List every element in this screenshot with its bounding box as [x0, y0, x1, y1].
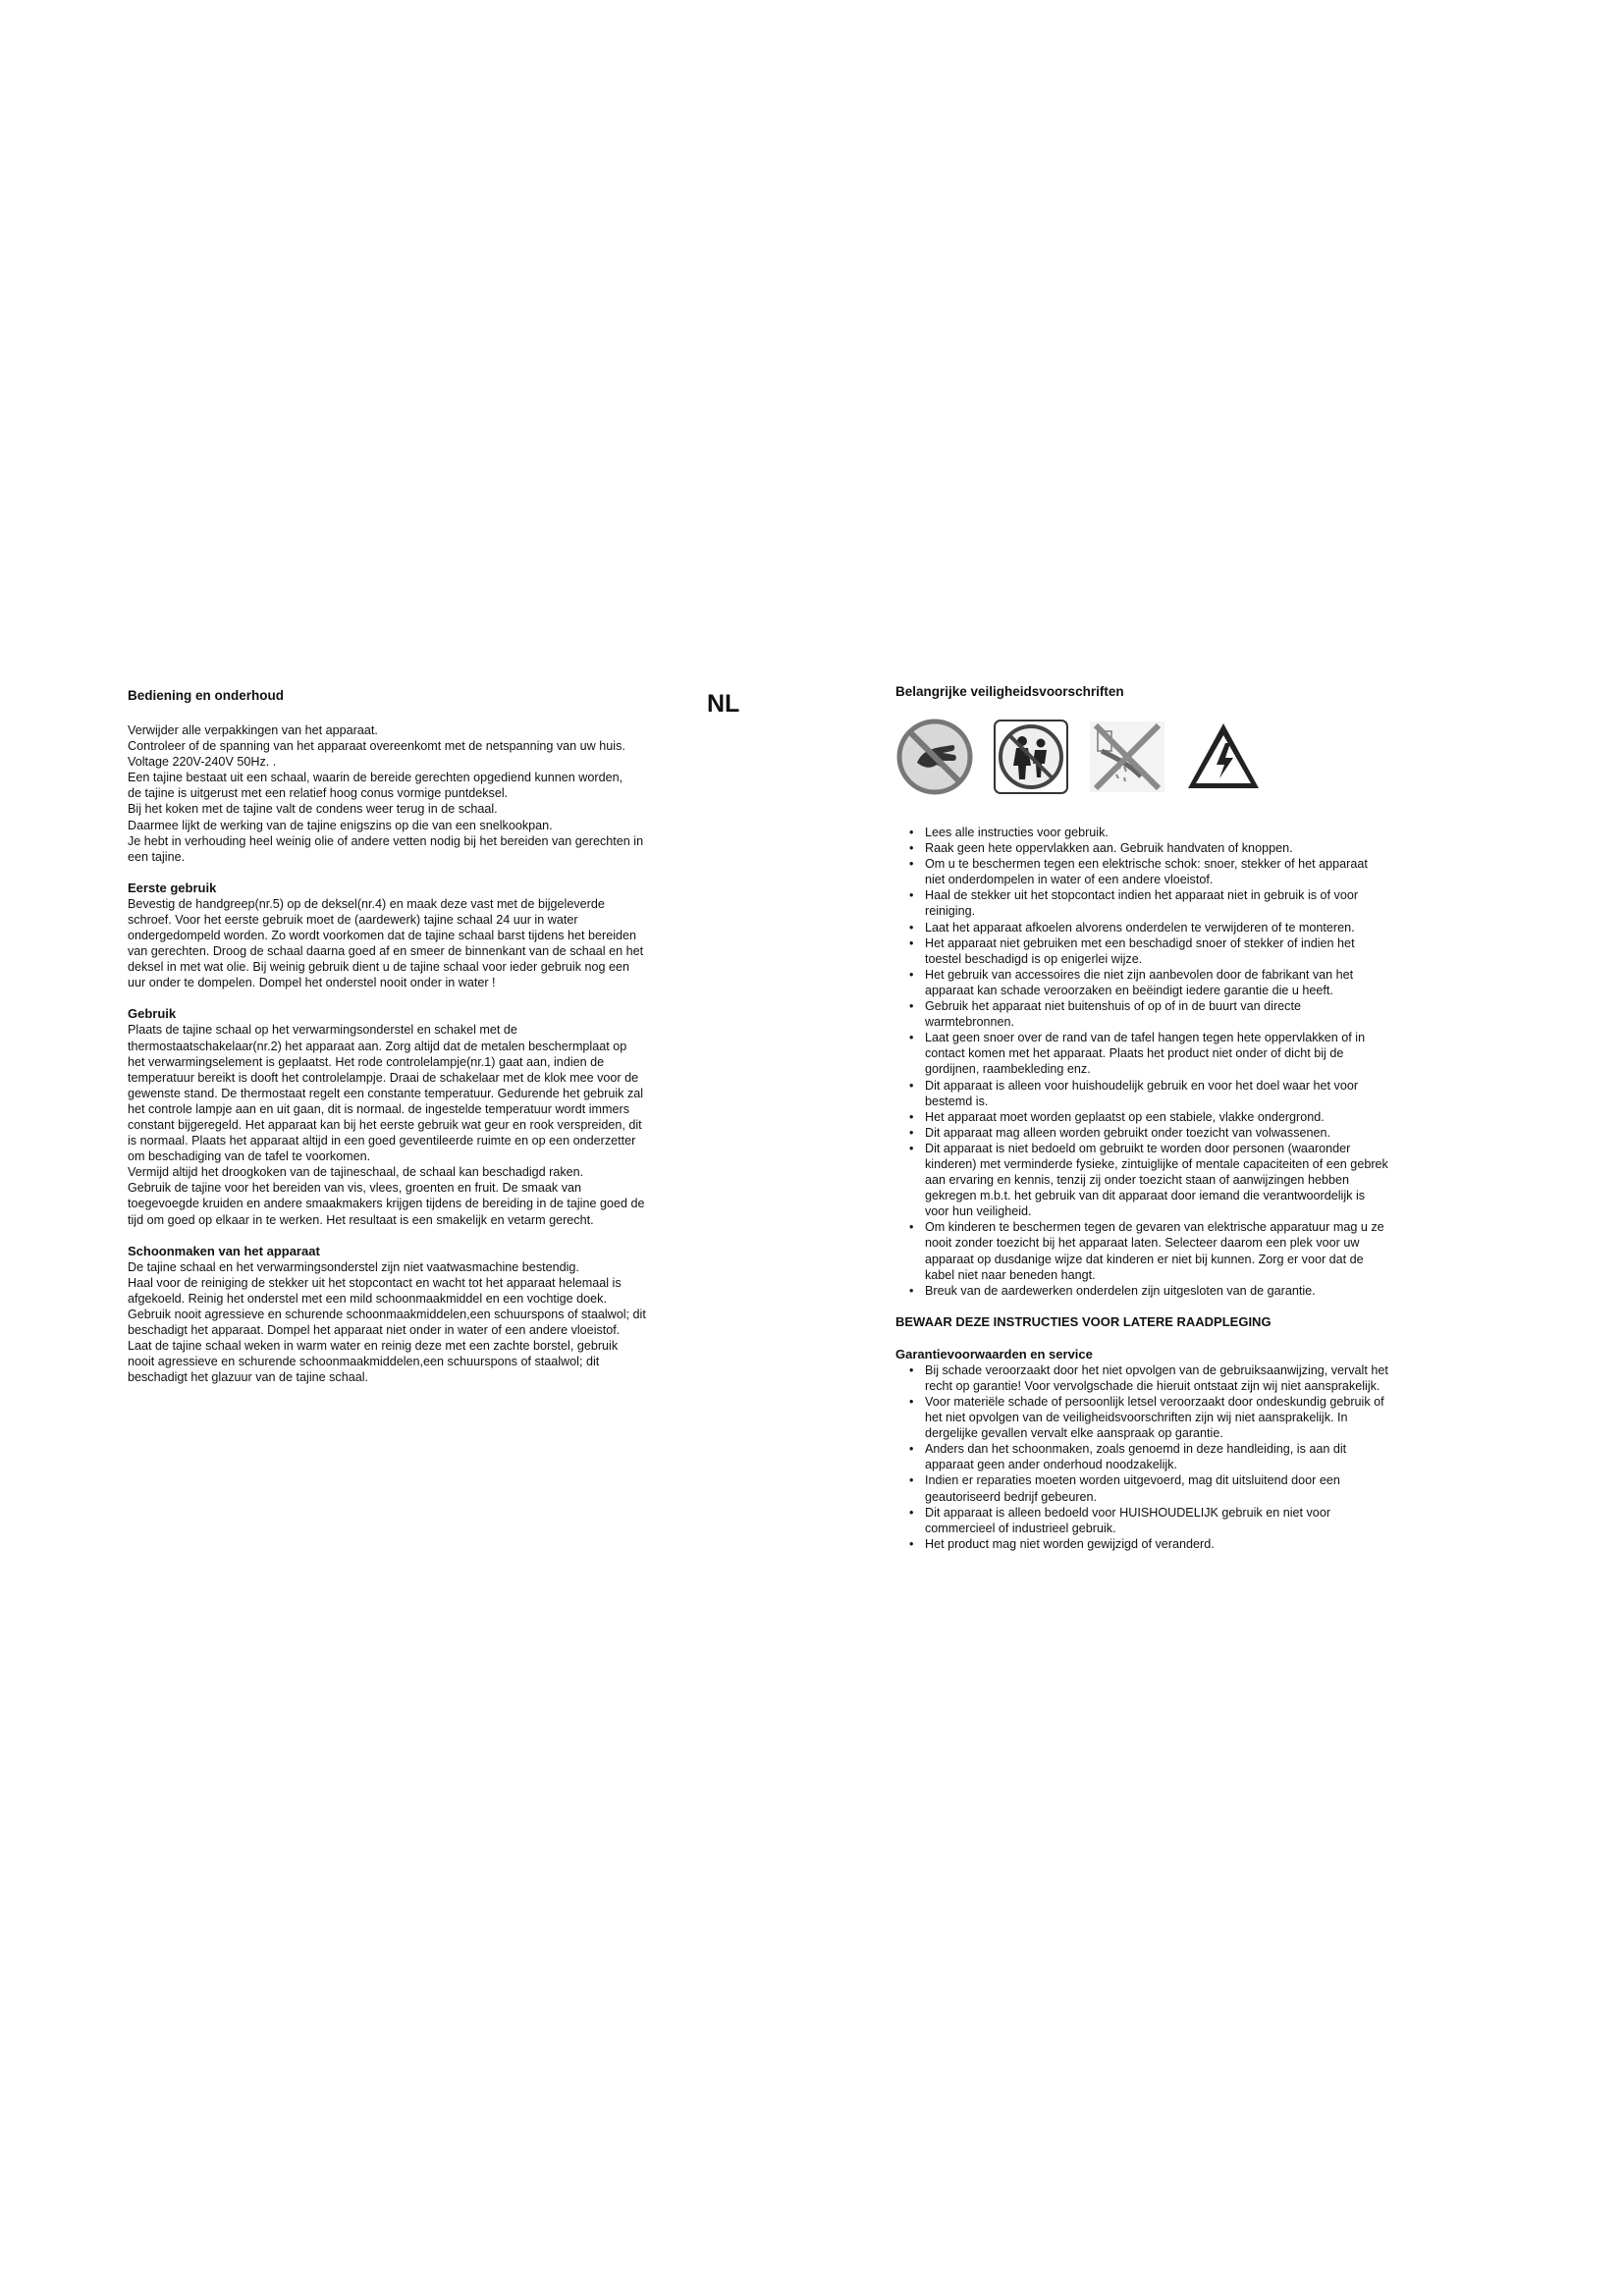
warranty-heading: Garantievoorwaarden en service — [895, 1346, 1093, 1362]
list-item: • Dit apparaat mag alleen worden gebruikt onder toezicht van volwassenen. — [925, 1125, 1514, 1141]
no-water-immersion-icon — [1088, 718, 1166, 796]
list-item: • Indien er reparaties moeten worden uitgevoerd, mag dit uitsluitend door een geautoriseerd bedrijf gebeuren. — [925, 1472, 1514, 1504]
electric-shock-warning-icon — [1184, 718, 1263, 796]
list-item: • Gebruik het apparaat niet buitenshuis of op of in de buurt van directe warmtebronnen. — [925, 998, 1514, 1030]
safety-title: Belangrijke veiligheidsvoorschriften — [895, 684, 1124, 699]
usage-heading: Gebruik — [128, 1006, 177, 1022]
keep-away-from-children-icon — [992, 718, 1070, 796]
list-item: • Breuk van de aardewerken onderdelen zijn uitgesloten van de garantie. — [925, 1283, 1514, 1299]
list-item: • Om kinderen te beschermen tegen de gevaren van elektrische apparatuur mag u ze nooit zonder toezicht bij het apparaat laten. Selecteer daarom een plek voor uw apparaat op dusdanige wijze dat kinderen er niet bij kunnen. Zorg er voor dat de kabel niet naar beneden hangt. — [925, 1219, 1514, 1282]
intro-text: Verwijder alle verpakkingen van het apparaat. Controleer of de spanning van het apparaat overeenkomt met de netspanning van uw huis. Voltage 220V-240V 50Hz. . Een tajine bestaat uit een schaal, waarin de bereide gerechten opgediend kunnen worden, de tajine is uitgerust met een relatief hoog conus vormige puntdeksel. Bij het koken met de tajine valt de condens weer terug in de schaal. Daarmee lijkt de werking van de tajine enigszins op die van een snelkookpan. Je hebt in verhouding heel weinig olie of andere vetten nodig bij het bereiden van gerechten in een tajine. — [128, 723, 644, 864]
list-item: • Het gebruik van accessoires die niet zijn aanbevolen door de fabrikant van het apparaat kan schade veroorzaken en beëindigt iedere garantie die u heeft. — [925, 967, 1514, 998]
list-item: • Bij schade veroorzaakt door het niet opvolgen van de gebruiksaanwijzing, vervalt het recht op garantie! Voor vervolgschade die hieruit ontstaat zijn wij niet aansprakelijk. — [925, 1362, 1514, 1394]
list-item: • Lees alle instructies voor gebruik. — [925, 825, 1514, 840]
cleaning-text: De tajine schaal en het verwarmingsonderstel zijn niet vaatwasmachine bestendig. Haal voor de reiniging de stekker uit het stopcontact en wacht tot het apparaat helemaal is afgekoeld. Reinig het onderstel met een mild schoonmaakmiddel en een vochtige doek. Gebruik nooit agressieve en schurende schoonmaakmiddelen,een schuurspons of staalwol; dit beschadigt het apparaat. Dompel het apparaat niet onder in water of een andere vloeistof. Laat de tajine schaal weken in warm water en reinig deze met een zachte borstel, gebruik nooit agressieve en schurende schoonmaakmiddelen,een schuurspons of staalwol; dit beschadigt het glazuur van de tajine schaal. — [128, 1259, 646, 1385]
cleaning-heading: Schoonmaken van het apparaat — [128, 1243, 320, 1258]
list-item: • Laat het apparaat afkoelen alvorens onderdelen te verwijderen of te monteren. — [925, 920, 1514, 935]
list-item: • Om u te beschermen tegen een elektrische schok: snoer, stekker of het apparaat niet onderdompelen in water of een andere vloeistof. — [925, 856, 1514, 887]
no-touch-hot-surface-icon — [895, 718, 974, 796]
usage-text: Plaats de tajine schaal op het verwarmingsonderstel en schakel met de thermostaatschakelaar(nr.2) het apparaat aan. Zorg altijd dat de metalen beschermplaat op het verwarmingselement is geplaatst. Het rode controlelampje(nr.1) gaat aan, indien de temperatuur bereikt is dooft het controlelampje. Draai de schakelaar met de klok mee voor de gewenste stand. De thermostaat regelt een constante temperatuur. Gedurende het gebruik zal het controle lampje aan en uit gaan, dit is normaal. de ingestelde temperatuur wordt immers constant bijgeregeld. Het apparaat kan bij het eerste gebruik wat geur en rook verspreiden, dit is normaal. Plaats het apparaat altijd in een goed geventileerde ruimte en op een onderzetter om beschadiging van de tafel te voorkomen. Vermijd altijd het droogkoken van de tajineschaal, de schaal kan beschadigd raken. Gebruik de tajine voor het bereiden van vis, vlees, groenten en fruit. De smaak van toegevoegde kruiden en andere smaakmakers krijgen tijdens de bereiding in de tajine goed de tijd om goed op elkaar in te werken. Het resultaat is een smakelijk en vetarm gerecht. — [128, 1023, 645, 1227]
list-item: • Raak geen hete oppervlakken aan. Gebruik handvaten of knoppen. — [925, 840, 1514, 856]
list-item: • Anders dan het schoonmaken, zoals genoemd in deze handleiding, is aan dit apparaat geen ander onderhoud noodzakelijk. — [925, 1441, 1514, 1472]
list-item: • Dit apparaat is alleen voor huishoudelijk gebruik en voor het doel waar het voor bestemd is. — [925, 1078, 1514, 1109]
safety-list — [895, 825, 1514, 1299]
list-item: • Haal de stekker uit het stopcontact indien het apparaat niet in gebruik is of voor reiniging. — [925, 887, 1514, 919]
list-item: • Het product mag niet worden gewijzigd of veranderd. — [925, 1536, 1514, 1552]
operation-column — [128, 687, 746, 1385]
list-item: • Het apparaat niet gebruiken met een beschadigd snoer of stekker of indien het toestel beschadigd is op enigerlei wijze. — [925, 935, 1514, 967]
warranty-list — [895, 1362, 1514, 1552]
keep-instructions-notice: BEWAAR DEZE INSTRUCTIES VOOR LATERE RAADPLEGING — [895, 1313, 1272, 1329]
first-use-text: Bevestig de handgreep(nr.5) op de deksel(nr.4) en maak deze vast met de bijgeleverde schroef. Voor het eerste gebruik moet de (aardewerk) tajine schaal 24 uur in water ondergedompeld worden. Zo wordt voorkomen dat de tajine schaal barst tijdens het bereiden van gerechten. Droog de schaal daarna goed af en smeer de binnenkant van de schaal en het deksel in met wat olie. Bij weinig gebruik dient u de tajine schaal voor ieder gebruik nog een uur onder te dompelen. Dompel het onderstel nooit onder in water ! — [128, 896, 644, 990]
first-use-heading: Eerste gebruik — [128, 880, 217, 895]
safety-column — [895, 683, 1514, 1552]
language-code: NL — [707, 690, 740, 718]
operation-title: Bediening en onderhoud — [128, 688, 284, 703]
list-item: • Dit apparaat is niet bedoeld om gebruikt te worden door personen (waaronder kinderen) met verminderde fysieke, zintuiglijke of mentale capaciteiten of een gebrek aan ervaring en kennis, tenzij zij onder toezicht staan of aanwijzingen hebben gekregen m.b.t. het gebruik van dit apparaat door iemand die verantwoordelijk is voor hun veiligheid. — [925, 1141, 1514, 1219]
list-item: • Het apparaat moet worden geplaatst op een stabiele, vlakke ondergrond. — [925, 1109, 1514, 1125]
list-item: • Dit apparaat is alleen bedoeld voor HUISHOUDELIJK gebruik en niet voor commercieel of industrieel gebruik. — [925, 1505, 1514, 1536]
list-item: • Voor materiële schade of persoonlijk letsel veroorzaakt door ondeskundig gebruik of het niet opvolgen van de veiligheidsvoorschriften zijn wij niet aansprakelijk. In dergelijke gevallen vervalt elke aanspraak op garantie. — [925, 1394, 1514, 1441]
safety-icons — [895, 715, 1514, 799]
list-item: • Laat geen snoer over de rand van de tafel hangen tegen hete oppervlakken of in contact komen met het apparaat. Plaats het product niet onder of dicht bij de gordijnen, raambekleding enz. — [925, 1030, 1514, 1077]
